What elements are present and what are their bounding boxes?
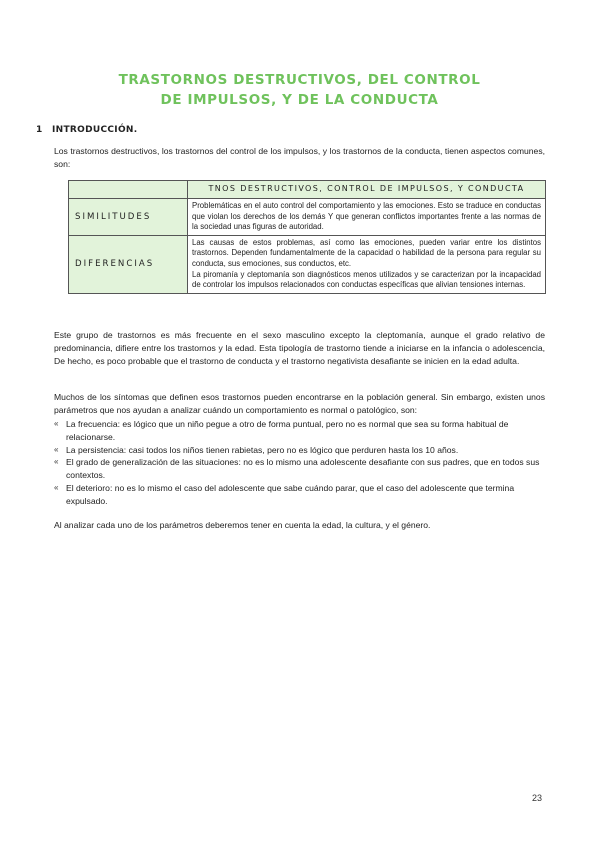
page-number: 23 [532, 793, 543, 803]
list-item-text: El deterioro: no es lo mismo el caso del adolescente que sabe cuándo parar, que el caso del adolescente que termina expulsado. [66, 482, 515, 506]
paragraph-closing: Al analizar cada uno de los parámetros deberemos tener en cuenta la edad, la cultura, y el género. [54, 520, 431, 530]
document-title-line-1: TRASTORNOS DESTRUCTIVOS, DEL CONTROL [118, 72, 481, 88]
parameters-list [54, 418, 547, 508]
list-item-text: La persistencia: casi todos los niños tienen rabietas, pero no es lógico que perduren hasta los 10 años. [66, 444, 459, 455]
section-heading [36, 125, 137, 135]
row-content-diferencias [188, 235, 546, 293]
list-item [54, 418, 547, 444]
section-number: 1 [36, 125, 43, 135]
paragraph-predominance: Este grupo de trastornos es más frecuente en el sexo masculino excepto la cleptomanía, aunque el grado relativo de predominancia, difiere entre los trastornos y la edad. Esta tipología de trastorno tiende a iniciarse en la infancia o adolescencia, De hecho, es poco probable que el trastorno de conducta y el trastorno negativista desafiante se inicien en la edad adulta. [54, 330, 545, 366]
table-header-row [69, 181, 546, 199]
list-item [54, 456, 547, 482]
document-title [0, 70, 599, 110]
list-item [54, 482, 547, 508]
bullet-icon: « [54, 482, 59, 492]
comparison-table [68, 180, 546, 294]
row-label-diferencias: DIFERENCIAS [69, 235, 188, 293]
diferencias-text-2: La piromanía y cleptomanía son diagnósticos menos utilizados y se caracterizan por la incapacidad de controlar los impulsos relacionados con conductas específicas que alivian tensiones internas. [192, 269, 541, 290]
section-heading-text: INTRODUCCIÓN. [52, 125, 138, 135]
bullet-icon: « [54, 457, 59, 467]
list-item [54, 444, 547, 457]
table-row [69, 199, 546, 236]
intro-paragraph: Los trastornos destructivos, los trastornos del control de los impulsos, y los trastornos de la conducta, tienen aspectos comunes, son: [54, 146, 545, 169]
paragraph-parameters: Muchos de los síntomas que definen esos trastornos pueden encontrarse en la población general. Sin embargo, existen unos parámetros que nos ayudan a analizar cuándo un comportamiento es normal o patológico, son: [54, 392, 545, 415]
table-corner-cell [69, 181, 188, 199]
similitudes-text: Problemáticas en el auto control del comportamiento y las emociones. Esto se traduce en conductas que violan los derechos de los demás Y que generan conflictos importantes frente a las normas de la sociedad unas figuras de autoridad. [192, 201, 541, 232]
bullet-icon: « [54, 444, 59, 454]
bullet-icon: « [54, 419, 59, 428]
table-header: TNOS DESTRUCTIVOS, CONTROL DE IMPULSOS, Y CONDUCTA [188, 181, 546, 199]
list-item-text: La frecuencia: es lógico que un niño pegue a otro de forma puntual, pero no es normal que sea su forma habitual de relacionarse. [66, 419, 509, 442]
row-label-similitudes: SIMILITUDES [69, 199, 188, 236]
row-content-similitudes [188, 199, 546, 236]
diferencias-text-1: Las causas de estos problemas, así como las emociones, pueden variar entre los distintos trastornos. Dependen fundamentalmente de la capacidad o habilidad de la persona para regular su conducta, sus emociones, sus conductos, etc. [192, 237, 541, 268]
list-item-text: El grado de generalización de las situaciones: no es lo mismo una adolescente desafiante con sus padres, que en todos sus contextos. [66, 457, 540, 481]
table-row [69, 235, 546, 293]
document-title-line-2: DE IMPULSOS, Y DE LA CONDUCTA [160, 92, 439, 108]
